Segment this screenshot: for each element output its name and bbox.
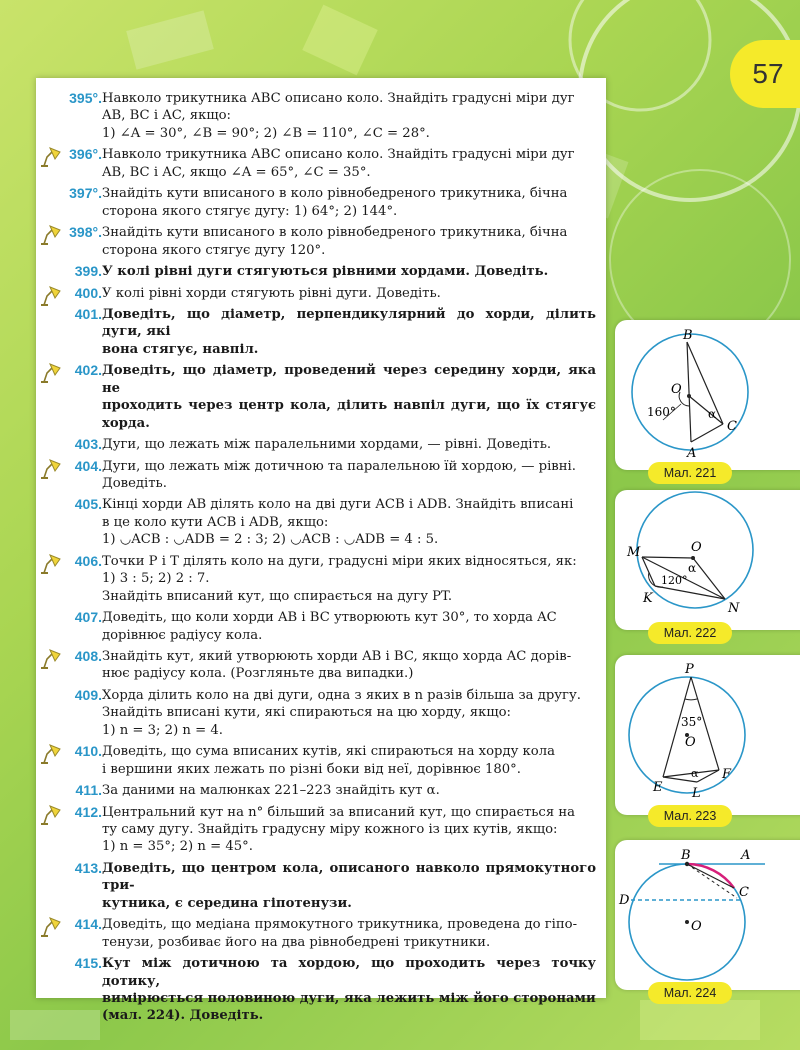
fig224-label-c: C xyxy=(739,885,749,900)
fig222-label-k: K xyxy=(643,591,653,606)
problem-line: AB, BC і AC, якщо ∠A = 65°, ∠C = 35°. xyxy=(102,164,371,180)
problem-item xyxy=(52,782,596,799)
problem-line: Доведіть, що центром кола, описаного навколо прямокутного три- xyxy=(102,860,596,894)
problem-line: Знайдіть кути вписаного в коло рівнобедреного трикутника, бічна xyxy=(102,225,568,241)
problem-number: 404. xyxy=(74,457,102,474)
problem-item xyxy=(52,804,596,856)
problem-text xyxy=(102,496,596,548)
figure-223-label: Мал. 223 xyxy=(648,805,732,827)
problem-text xyxy=(102,687,596,739)
figure-221-label: Мал. 221 xyxy=(648,462,732,484)
problem-text xyxy=(102,185,596,220)
fig223-label-l: L xyxy=(692,786,701,801)
problem-item xyxy=(52,285,596,302)
problem-line: Знайдіть вписаний кут, що спирається на дугу PT. xyxy=(102,588,453,604)
fig222-label-o: O xyxy=(691,540,702,555)
problem-item xyxy=(52,860,596,912)
fig223-label-f: F xyxy=(722,767,732,782)
problem-line: дорівнює радіусу кола. xyxy=(102,627,263,643)
fig223-label-e: E xyxy=(653,780,663,795)
fig224-label-d: D xyxy=(619,893,630,908)
fig222-label-m: M xyxy=(627,545,641,560)
figure-223-card xyxy=(615,655,800,815)
problem-item xyxy=(52,609,596,644)
problem-line: Знайдіть вписані кути, які спираються на цю хорду, якщо: xyxy=(102,705,511,721)
problem-number: 414. xyxy=(74,916,102,933)
fig222-alpha: α xyxy=(688,561,697,575)
problem-line: 1) n = 3; 2) n = 4. xyxy=(102,722,223,738)
problem-line: вона стягує, навпіл. xyxy=(102,341,259,357)
problem-number: 406. xyxy=(74,552,102,569)
fig221-label-b: B xyxy=(683,328,693,343)
problem-text xyxy=(102,436,596,453)
problem-text xyxy=(102,860,596,912)
fig223-label-o: O xyxy=(685,735,696,750)
problem-line: в це коло кути ACB і ADB, якщо: xyxy=(102,514,329,530)
fig223-label-p: P xyxy=(685,662,694,677)
fig224-label-o: O xyxy=(691,919,702,934)
problem-line: Доведіть, що медіана прямокутного трикутника, проведена до гіпо- xyxy=(102,917,578,933)
problem-item xyxy=(52,743,596,778)
problem-line: Навколо трикутника ABC описано коло. Знайдіть градусні міри дуг xyxy=(102,91,575,106)
problem-line: AB, BC і AC, якщо: xyxy=(102,108,231,124)
problem-item xyxy=(52,224,596,259)
problem-line: сторона якого стягує дугу: 1) 64°; 2) 144°. xyxy=(102,203,398,219)
problem-line: проходить через центр кола, ділить навпіл дуги, що їх стягує хорда. xyxy=(102,398,596,431)
problem-line: Доведіть. xyxy=(102,475,167,491)
problem-line: Точки P і T ділять коло на дуги, градусні міри яких відносяться, як: xyxy=(102,553,577,569)
problem-item xyxy=(52,916,596,951)
problem-number: 399. xyxy=(74,263,102,280)
problem-text xyxy=(102,90,596,142)
fig221-alpha: α xyxy=(708,407,717,421)
problem-line: нює радіусу кола. (Розгляньте два випадки.) xyxy=(102,666,414,682)
fig223-alpha: α xyxy=(691,767,699,780)
problem-item xyxy=(52,687,596,739)
problem-item xyxy=(52,306,596,358)
figure-222 xyxy=(615,490,800,630)
problem-number: 415. xyxy=(74,955,102,972)
fig224-label-b: B xyxy=(681,848,691,863)
problem-number: 400. xyxy=(74,284,102,301)
problem-line: Знайдіть кут, який утворюють хорди AB і BC, якщо хорда AC дорів- xyxy=(102,649,572,664)
problem-line: За даними на малюнках 221–223 знайдіть кут α. xyxy=(102,783,440,799)
problem-number: 397°. xyxy=(69,185,102,202)
problem-line: У колі рівні хорди стягують рівні дуги. Доведіть. xyxy=(102,285,441,301)
problem-line: 1) n = 35°; 2) n = 45°. xyxy=(102,839,253,855)
problems-panel xyxy=(36,78,606,1024)
problem-text xyxy=(102,609,596,644)
problem-item xyxy=(52,496,596,548)
problem-text xyxy=(102,804,596,856)
fig223-angle: 35° xyxy=(681,715,703,729)
problem-number: 412. xyxy=(74,803,102,820)
fig221-label-a: A xyxy=(687,446,697,461)
problem-line: (мал. 224). Доведіть. xyxy=(102,1008,264,1024)
figure-221-card xyxy=(615,320,800,470)
problem-line: Знайдіть кути вписаного в коло рівнобедреного трикутника, бічна xyxy=(102,186,568,202)
problem-item xyxy=(52,90,596,142)
figure-224 xyxy=(615,840,800,990)
fig224-label-a: A xyxy=(741,848,751,863)
problem-item xyxy=(52,648,596,683)
problem-line: Кінці хорди AB ділять коло на дві дуги ACB і ADB. Знайдіть вписані xyxy=(102,497,574,513)
problem-text xyxy=(102,648,596,683)
problem-item xyxy=(52,362,596,432)
page-number: 57 xyxy=(730,40,800,108)
problem-line: Доведіть, що коли хорди AB і BC утворюють кут 30°, то хорда AC xyxy=(102,610,557,626)
problem-line: Навколо трикутника ABC описано коло. Знайдіть градусні міри дуг xyxy=(102,147,575,163)
problem-number: 411. xyxy=(75,782,102,799)
problem-text xyxy=(102,955,596,1025)
problem-number: 401. xyxy=(74,306,102,323)
fig221-label-o: O xyxy=(671,382,682,397)
problem-text xyxy=(102,306,596,358)
problem-line: сторона якого стягує дугу 120°. xyxy=(102,242,326,258)
problem-line: Дуги, що лежать між дотичною та паралельною їй хордою, — рівні. xyxy=(102,458,576,474)
problem-line: Кут між дотичною та хордою, що проходить через точку дотику, xyxy=(102,956,596,989)
problem-number: 402. xyxy=(74,362,102,379)
problem-text xyxy=(102,743,596,778)
problem-line: ту саму дугу. Знайдіть градусну міру кожного із цих кутів, якщо: xyxy=(102,822,558,838)
problem-text xyxy=(102,285,596,302)
fig222-label-n: N xyxy=(728,601,740,616)
problem-line: і вершини яких лежать по різні боки від неї, дорівнює 180°. xyxy=(102,761,521,777)
problem-number: 410. xyxy=(74,743,102,760)
problem-line: Доведіть, що діаметр, проведений через середину хорди, яка не xyxy=(102,363,596,396)
problem-text xyxy=(102,263,596,280)
problem-line: вимірюється половиною дуги, яка лежить між його сторонами xyxy=(102,990,596,1006)
problem-number: 403. xyxy=(74,436,102,453)
problem-line: 1) ◡ACB : ◡ADB = 2 : 3; 2) ◡ACB : ◡ADB = 4 : 5. xyxy=(102,532,439,548)
problem-number: 396°. xyxy=(69,146,102,163)
figure-224-label: Мал. 224 xyxy=(648,982,732,1004)
problem-line: Дуги, що лежать між паралельними хордами, — рівні. Доведіть. xyxy=(102,437,552,453)
problem-number: 405. xyxy=(74,496,102,513)
problem-text xyxy=(102,782,596,799)
problem-text xyxy=(102,224,596,259)
problem-item xyxy=(52,146,596,181)
problem-text xyxy=(102,146,596,181)
problem-text xyxy=(102,362,596,432)
problem-line: У колі рівні дуги стягуються рівними хордами. Доведіть. xyxy=(102,264,549,280)
problem-number: 407. xyxy=(74,609,102,626)
problem-line: тенузи, розбиває його на два рівнобедрені трикутники. xyxy=(102,934,491,950)
fig221-angle: 160° xyxy=(647,405,676,419)
problem-number: 398°. xyxy=(69,224,102,241)
problem-line: Доведіть, що сума вписаних кутів, які спираються на хорду кола xyxy=(102,744,555,760)
problem-item xyxy=(52,436,596,453)
problem-item xyxy=(52,458,596,493)
fig221-label-c: C xyxy=(727,419,737,434)
problem-line: Центральний кут на n° більший за вписаний кут, що спирається на xyxy=(102,804,575,820)
problem-number: 408. xyxy=(74,648,102,664)
figure-222-card xyxy=(615,490,800,630)
problem-number: 395°. xyxy=(69,90,102,106)
problem-text xyxy=(102,458,596,493)
problem-number: 409. xyxy=(74,686,102,703)
figure-221 xyxy=(615,320,800,470)
figure-223 xyxy=(615,655,800,815)
problem-item xyxy=(52,263,596,280)
problem-line: Хорда ділить коло на дві дуги, одна з яких в n разів більша за другу. xyxy=(102,687,581,703)
problem-line: кутника, є середина гіпотенузи. xyxy=(102,895,352,911)
problem-line: 1) 3 : 5; 2) 2 : 7. xyxy=(102,571,210,587)
figure-222-label: Мал. 222 xyxy=(648,622,732,644)
problem-item xyxy=(52,955,596,1025)
problem-item xyxy=(52,553,596,605)
figure-224-card xyxy=(615,840,800,990)
problem-line: 1) ∠A = 30°, ∠B = 90°; 2) ∠B = 110°, ∠C = 28°. xyxy=(102,125,430,141)
fig222-angle: 120° xyxy=(661,574,688,587)
problem-number: 413. xyxy=(74,859,102,876)
problem-text xyxy=(102,553,596,605)
problem-text xyxy=(102,916,596,951)
problem-line: Доведіть, що діаметр, перпендикулярний до хорди, ділить дуги, які xyxy=(102,307,596,340)
problem-item xyxy=(52,185,596,220)
